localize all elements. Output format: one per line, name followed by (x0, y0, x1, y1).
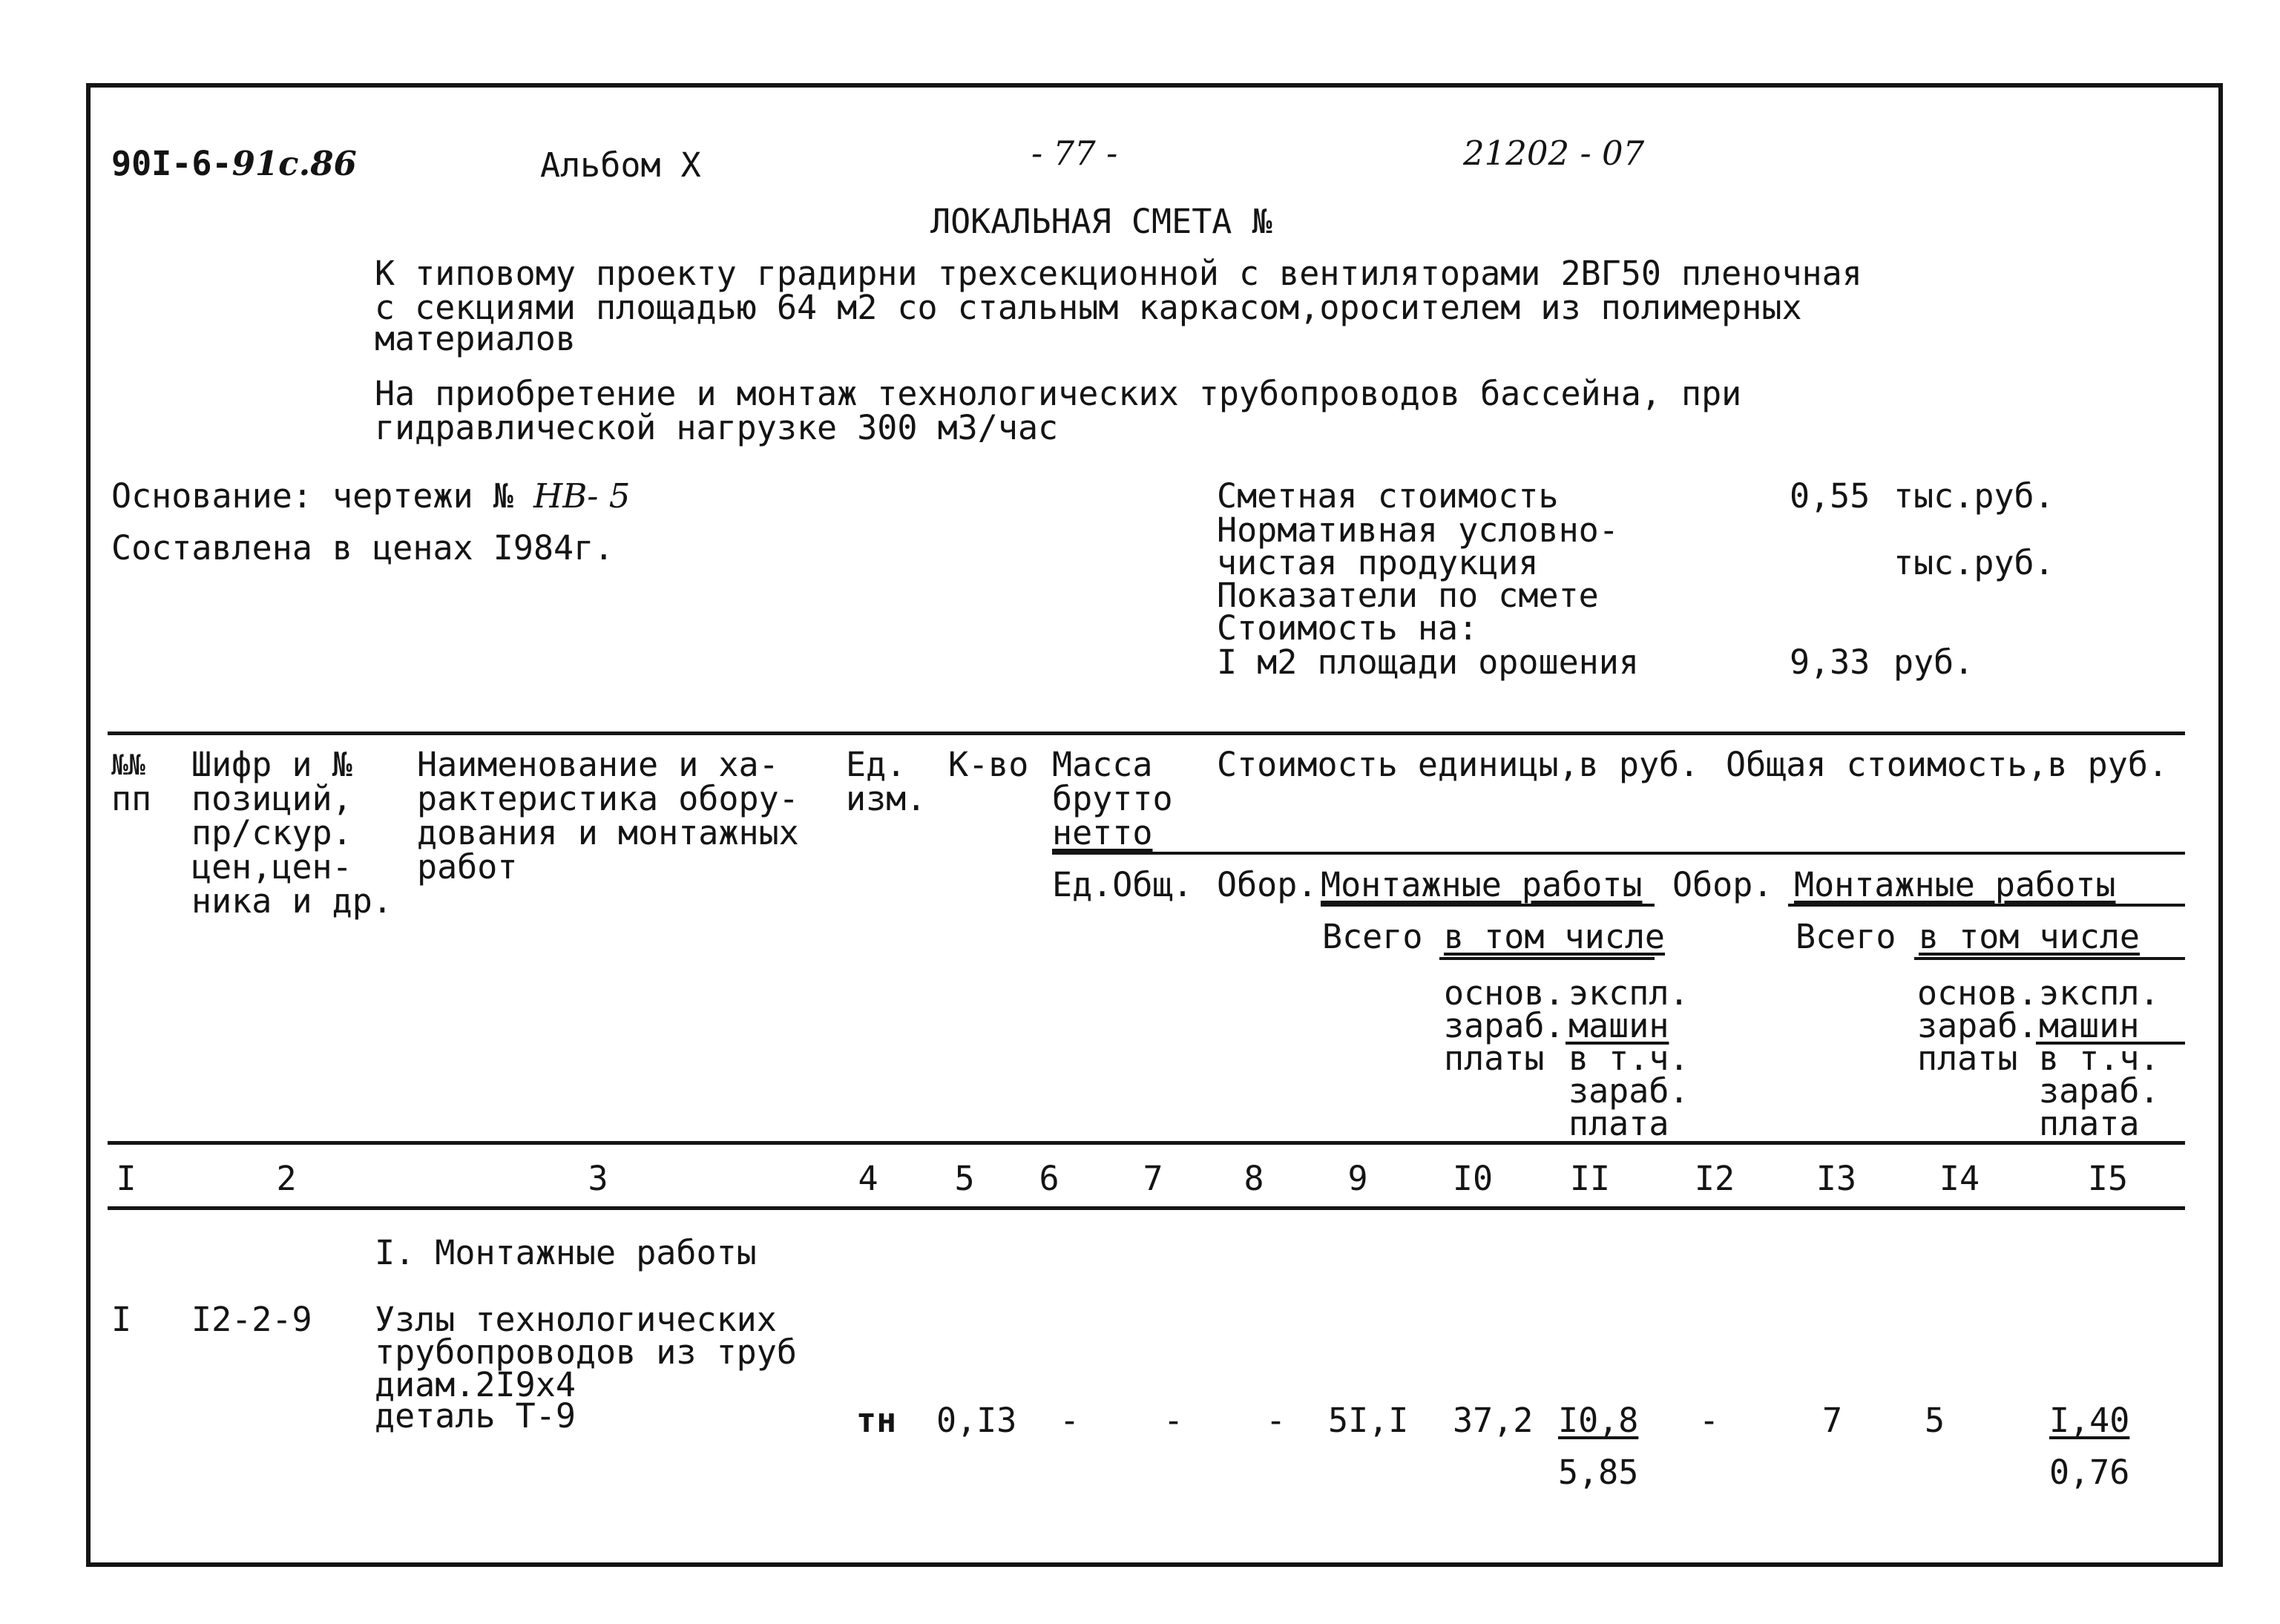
header-unit-obor: Обор. (1217, 865, 1318, 904)
column-number: I4 (1939, 1159, 1980, 1198)
header-total-vtom: в том числе (1919, 917, 2141, 956)
header-unit-osnov-1: основ. (1444, 973, 1565, 1013)
row-unit-obor: - (1266, 1401, 1287, 1440)
cost-per-label: Стоимость на: (1217, 608, 1479, 648)
row-name-line-3: диам.2I9х4 (375, 1365, 576, 1404)
header-total-mont: Монтажные работы (1794, 865, 2116, 904)
header-total-osnov-3: платы (1917, 1039, 2018, 1078)
column-number: 8 (1244, 1159, 1264, 1198)
row-number: I (111, 1300, 132, 1339)
header-unit-vtch-2: зараб. (1568, 1071, 1689, 1111)
row-name-line-1: Узлы технологических (375, 1300, 777, 1339)
column-number: I3 (1816, 1159, 1857, 1198)
basis-line: Основание: чертежи № НВ- 5 (111, 476, 631, 516)
header-rule-vtom-2 (1914, 957, 2185, 960)
header-unit-osnov-2: зараб. (1444, 1006, 1565, 1045)
header-total-ekspl-1: экспл. (2039, 973, 2160, 1013)
row-unit-ekspl-wage: 5,85 (1558, 1453, 1639, 1492)
album-label: Альбом X (540, 145, 701, 185)
header-code-line-2: позиций, (191, 779, 352, 818)
estimated-cost-value: 0,55 (1790, 476, 1870, 516)
row-unit: тн (856, 1401, 897, 1440)
column-number: 3 (588, 1159, 608, 1198)
normative-label-2: чистая продукция (1217, 543, 1539, 582)
header-unit-osnov-3: платы (1444, 1039, 1545, 1078)
header-rule-1 (1052, 852, 2185, 855)
header-unit-cost: Стоимость единицы,в руб. (1217, 745, 1700, 784)
per-m2-unit: руб. (1893, 642, 1974, 682)
header-num-line-2: пп (111, 779, 152, 818)
header-name-line-1: Наименование и ха- (417, 745, 779, 784)
header-mass-netto: нетто (1052, 813, 1153, 852)
column-number: I0 (1452, 1159, 1494, 1198)
estimated-cost-unit: тыс.руб. (1893, 476, 2054, 516)
header-total-ekspl-2: машин (2039, 1006, 2140, 1045)
row-code: I2-2-9 (191, 1300, 312, 1339)
estimated-cost-label: Сметная стоимость (1217, 476, 1559, 516)
column-number: 5 (954, 1159, 975, 1198)
column-number: 4 (858, 1159, 878, 1198)
header-bottom-rule (108, 1141, 2185, 1145)
header-unit-ekspl-2: машин (1568, 1006, 1669, 1045)
header-rule-vtom-1 (1439, 957, 1655, 960)
row-mass-netto: - (1163, 1401, 1184, 1440)
header-mass-ed-obsh: Ед.Общ. (1052, 865, 1193, 904)
purpose-line-1: На приобретение и монтаж технологических трубопроводов бассейна, при (375, 374, 1742, 413)
table-top-rule (108, 732, 2185, 735)
header-name-line-4: работ (417, 847, 518, 887)
column-number: 9 (1347, 1159, 1368, 1198)
column-number: 7 (1143, 1159, 1163, 1198)
header-mass-brutto: брутто (1052, 779, 1173, 818)
header-unit-vtch-1: в т.ч. (1568, 1039, 1689, 1078)
row-unit-mont-total: 5I,I (1328, 1401, 1409, 1440)
header-total-vtch-1: в т.ч. (2039, 1039, 2160, 1078)
indicators-label: Показатели по смете (1217, 576, 1599, 615)
header-unit-vtch-3: плата (1568, 1104, 1669, 1143)
header-name-line-3: дования и монтажных (417, 813, 799, 852)
document-title: ЛОКАЛЬНАЯ СМЕТА № (930, 202, 1272, 241)
column-number: II (1569, 1159, 1611, 1198)
row-unit-osnov: 37,2 (1453, 1401, 1534, 1440)
row-name-line-2: трубопроводов из труб (375, 1332, 797, 1372)
header-unit-vsego: Всего (1322, 917, 1423, 956)
reference-number: 21202 - 07 (1463, 134, 1645, 173)
column-number: I5 (2087, 1159, 2129, 1198)
row-name-line-4: деталь Т-9 (375, 1396, 576, 1436)
header-total-obor: Обор. (1672, 865, 1773, 904)
page-number: - 77 - (1031, 134, 1118, 173)
row-mass-brutto: - (1059, 1401, 1080, 1440)
header-num-line-1: №№ (111, 749, 145, 781)
row-total-ekspl-wage: 0,76 (2049, 1453, 2130, 1492)
header-total-osnov-2: зараб. (1917, 1006, 2038, 1045)
header-unit-line-2: изм. (846, 779, 927, 818)
header-total-vtch-2: зараб. (2039, 1071, 2160, 1111)
normative-label-1: Нормативная условно- (1217, 510, 1619, 550)
header-total-osnov-1: основ. (1917, 973, 2038, 1013)
header-unit-ekspl-1: экспл. (1568, 973, 1689, 1013)
header-code-line-4: цен,цен- (191, 847, 352, 887)
description-line-3: материалов (375, 319, 576, 358)
description-line-1: К типовому проекту градирни трехсекционной с вентиляторами 2ВГ50 пленочная (375, 254, 1862, 293)
header-total-vtch-3: плата (2039, 1104, 2140, 1143)
row-unit-ekspl: I0,8 (1558, 1401, 1639, 1440)
header-name-line-2: рактеристика обору- (417, 779, 799, 818)
row-total-obor: - (1699, 1401, 1720, 1440)
row-total-mont: 7 (1822, 1401, 1843, 1440)
price-basis: Составлена в ценах I984г. (111, 528, 614, 568)
description-line-2: с секциями площадью 64 м2 со стальным каркасом,оросителем из полимерных (375, 288, 1802, 327)
header-code-line-5: ника и др. (191, 881, 392, 921)
column-number: 6 (1039, 1159, 1059, 1198)
header-unit-line-1: Ед. (846, 745, 907, 784)
purpose-line-2: гидравлической нагрузке 300 м3/час (375, 408, 1059, 447)
per-m2-label: I м2 площади орошения (1217, 642, 1639, 682)
column-number: 2 (276, 1159, 297, 1198)
column-number: I2 (1694, 1159, 1735, 1198)
per-m2-value: 9,33 (1790, 642, 1870, 682)
header-unit-mont: Монтажные работы (1321, 865, 1643, 904)
normative-unit: тыс.руб. (1893, 543, 2054, 582)
row-total-ekspl: I,40 (2049, 1401, 2130, 1440)
header-total-vsego: Всего (1796, 917, 1896, 956)
section-title: I. Монтажные работы (375, 1233, 757, 1272)
header-mass-line-1: Масса (1052, 745, 1153, 784)
row-quantity: 0,I3 (936, 1401, 1017, 1440)
row-total-osnov: 5 (1925, 1401, 1945, 1440)
basis-drawing-ref: НВ- 5 (533, 476, 631, 516)
column-number: I (116, 1159, 137, 1198)
header-code-line-3: пр/скур. (191, 813, 352, 852)
header-quantity: К-во (948, 745, 1029, 784)
header-unit-vtom: в том числе (1444, 917, 1666, 956)
header-code-line-1: Шифр и № (191, 745, 352, 784)
doc-code: 90I-6-91c.86 (111, 144, 357, 183)
header-total-cost: Общая стоимость,в руб. (1726, 745, 2169, 784)
column-number-rule (108, 1206, 2185, 1210)
